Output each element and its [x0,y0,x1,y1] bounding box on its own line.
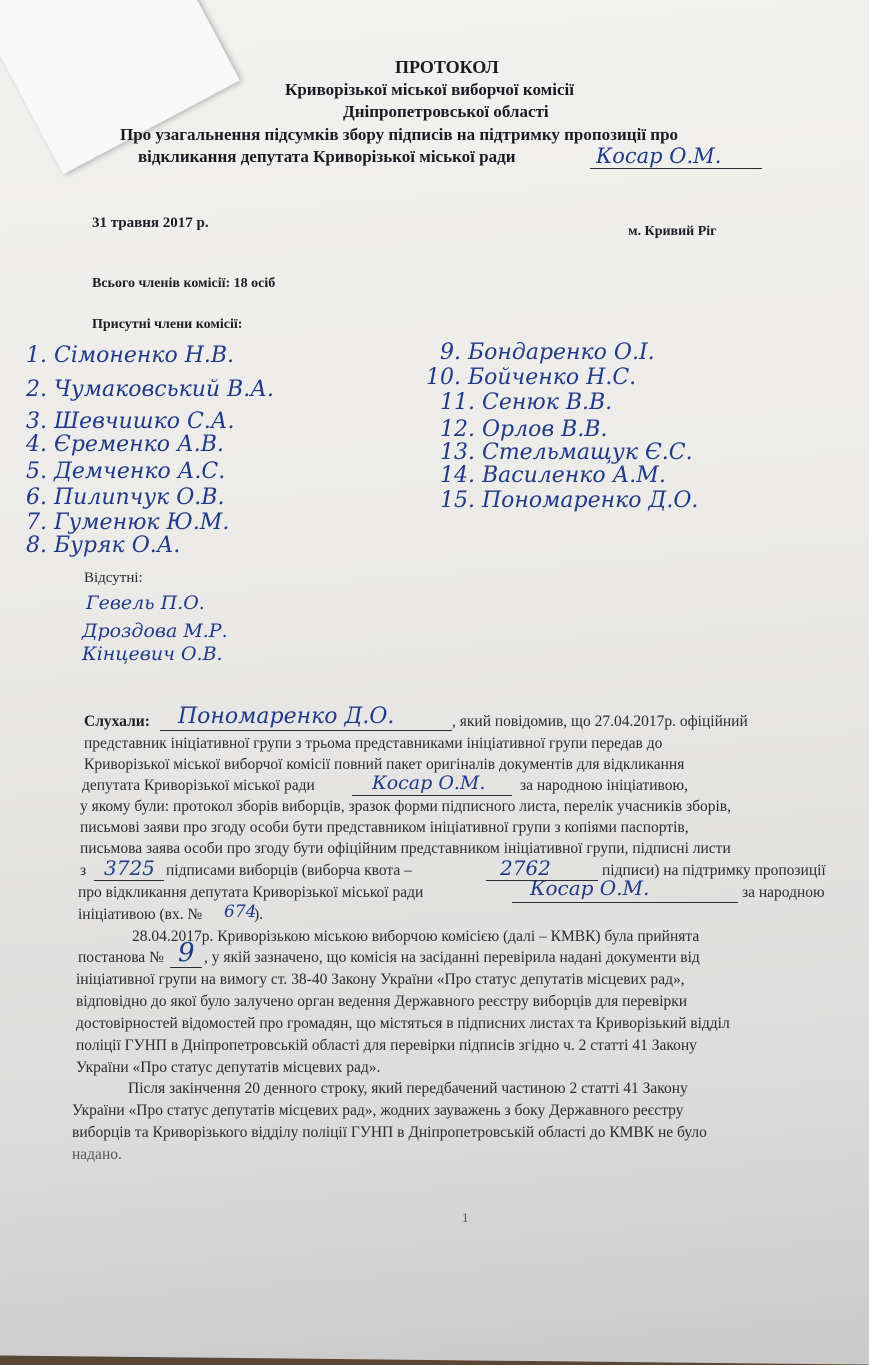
heard-text-7: письмова заява особи про згоду бути офіційним представником ініціативної групи, підписні листи [80,840,731,857]
absent-member-2: Дроздова М.Р. [82,620,228,642]
header-deputy-handwritten: Косар О.М. [596,144,722,168]
heard-deputy2: Косар О.М. [530,876,650,900]
present-member-4: 4. Єременко А.В. [26,432,224,457]
para3-text-3: виборців та Криворізького відділу поліції ГУНП в Дніпропетровській області до КМВК не було [72,1124,707,1141]
present-member-5: 5. Демченко А.С. [26,459,226,484]
heard-text-8c: підписи) на підтримку пропозиції [602,862,826,879]
present-member-3: 3. Шевчишко С.А. [26,409,235,434]
heard-deputy: Косар О.М. [372,772,486,794]
heard-speaker-line [160,730,452,731]
heard-text-8a: з [80,862,87,879]
total-members: Всього членів комісії: 18 осіб [92,276,276,291]
heard-text-10b: ). [254,906,264,923]
para2-text-5: достовірностей відомостей про громадян, що містяться в підписних листах та Криворізький відділ [76,1015,730,1032]
header-region: Дніпропетровської області [343,102,549,121]
heard-text-8b: підписами виборців (виборча квота – [166,862,412,879]
present-member-10: 10. Бойченко Н.С. [426,365,637,390]
present-label: Присутні члени комісії: [92,317,243,332]
absent-member-3: Кінцевич О.В. [82,643,223,665]
heard-text-2: представник ініціативної групи з трьома представниками ініціативної групи передав до [84,735,663,752]
heard-deputy2-line [512,902,738,903]
para2-text-2b: , у якій зазначено, що комісія на засіданні перевірила надані документи від [204,949,700,966]
para3-text-2: України «Про статус депутатів місцевих рад», жодних зауважень з боку Державного реєстру [72,1102,684,1119]
present-member-12: 12. Орлов В.В. [440,417,608,442]
present-member-7: 7. Гуменюк Ю.М. [26,510,230,535]
present-member-6: 6. Пилипчук О.В. [26,485,225,510]
signatures-line [94,880,164,881]
absent-member-1: Гевель П.О. [86,592,205,614]
header-subject-line2: відкликання депутата Криворізької міської ради [138,147,516,166]
heard-deputy-line [352,795,512,796]
heard-text-6: письмові заяви про згоду особи бути представником ініціативної групи з копіями паспортів, [80,819,689,836]
heard-text-9a: про відкликання депутата Криворізької міської ради [78,884,424,901]
para2-text-3: ініціативної групи на вимогу ст. 38-40 Закону України «Про статус депутатів місцевих рад», [76,971,685,988]
protocol-date: 31 травня 2017 р. [92,215,209,231]
heard-label: Слухали: [84,713,150,730]
present-member-15: 15. Пономаренко Д.О. [440,488,699,513]
header-subject-line1: Про узагальнення підсумків збору підписів на підтримку пропозиції про [120,125,679,144]
present-member-11: 11. Сенюк В.В. [440,390,613,415]
resolution-number: 9 [178,938,195,968]
present-member-9: 9. Бондаренко О.І. [440,340,655,365]
present-member-2: 2. Чумаковський В.А. [26,377,274,402]
heard-text-5: у якому були: протокол зборів виборців, зразок форми підписного листа, перелік учасників зборів, [80,798,731,815]
header-commission: Криворізької міської виборчої комісії [285,80,574,99]
para3-text-1: Після закінчення 20 денного строку, який передбачений частиною 2 статті 41 Закону [128,1080,688,1097]
heard-speaker: Пономаренко Д.О. [178,704,395,729]
heard-text-1: , який повідомив, що 27.04.2017р. офіційний [452,713,748,730]
heard-text-9b: за народною [742,884,825,901]
heard-text-3: Криворізької міської виборчої комісії повний пакет оригіналів документів для відкликання [84,756,685,773]
present-member-8: 8. Буряк О.А. [26,533,181,558]
heard-text-4b: за народною ініціативою, [520,777,688,794]
incoming-number: 674 [224,902,257,922]
protocol-title: ПРОТОКОЛ [395,57,499,77]
present-member-13: 13. Стельмащук Є.С. [440,440,693,465]
para2-text-1: 28.04.2017р. Криворізькою міською виборчою комісією (далі – КМВК) була прийнята [132,928,700,945]
header-deputy-line [590,168,762,169]
absent-label: Відсутні: [84,570,143,586]
quota-count: 2762 [500,856,551,880]
protocol-city: м. Кривий Ріг [628,224,717,239]
page-number: 1 [462,1210,469,1225]
para2-text-2a: постанова № [78,949,164,966]
heard-text-4a: депутата Криворізької міської ради [82,777,315,794]
heard-text-10a: ініціативою (вх. № [78,906,203,923]
para3-text-4: надано. [72,1146,122,1163]
para2-text-4: відповідно до якої було залучено орган ведення Державного реєстру виборців для перевірки [76,993,688,1010]
present-member-14: 14. Василенко А.М. [440,463,666,488]
para2-text-6: поліції ГУНП в Дніпропетровській області для перевірки підписів згідно ч. 2 статті 41 Закону [76,1037,697,1054]
present-member-1: 1. Сімоненко Н.В. [26,343,235,368]
signatures-count: 3725 [104,856,155,880]
para2-text-7: України «Про статус депутатів місцевих рад». [76,1059,381,1076]
